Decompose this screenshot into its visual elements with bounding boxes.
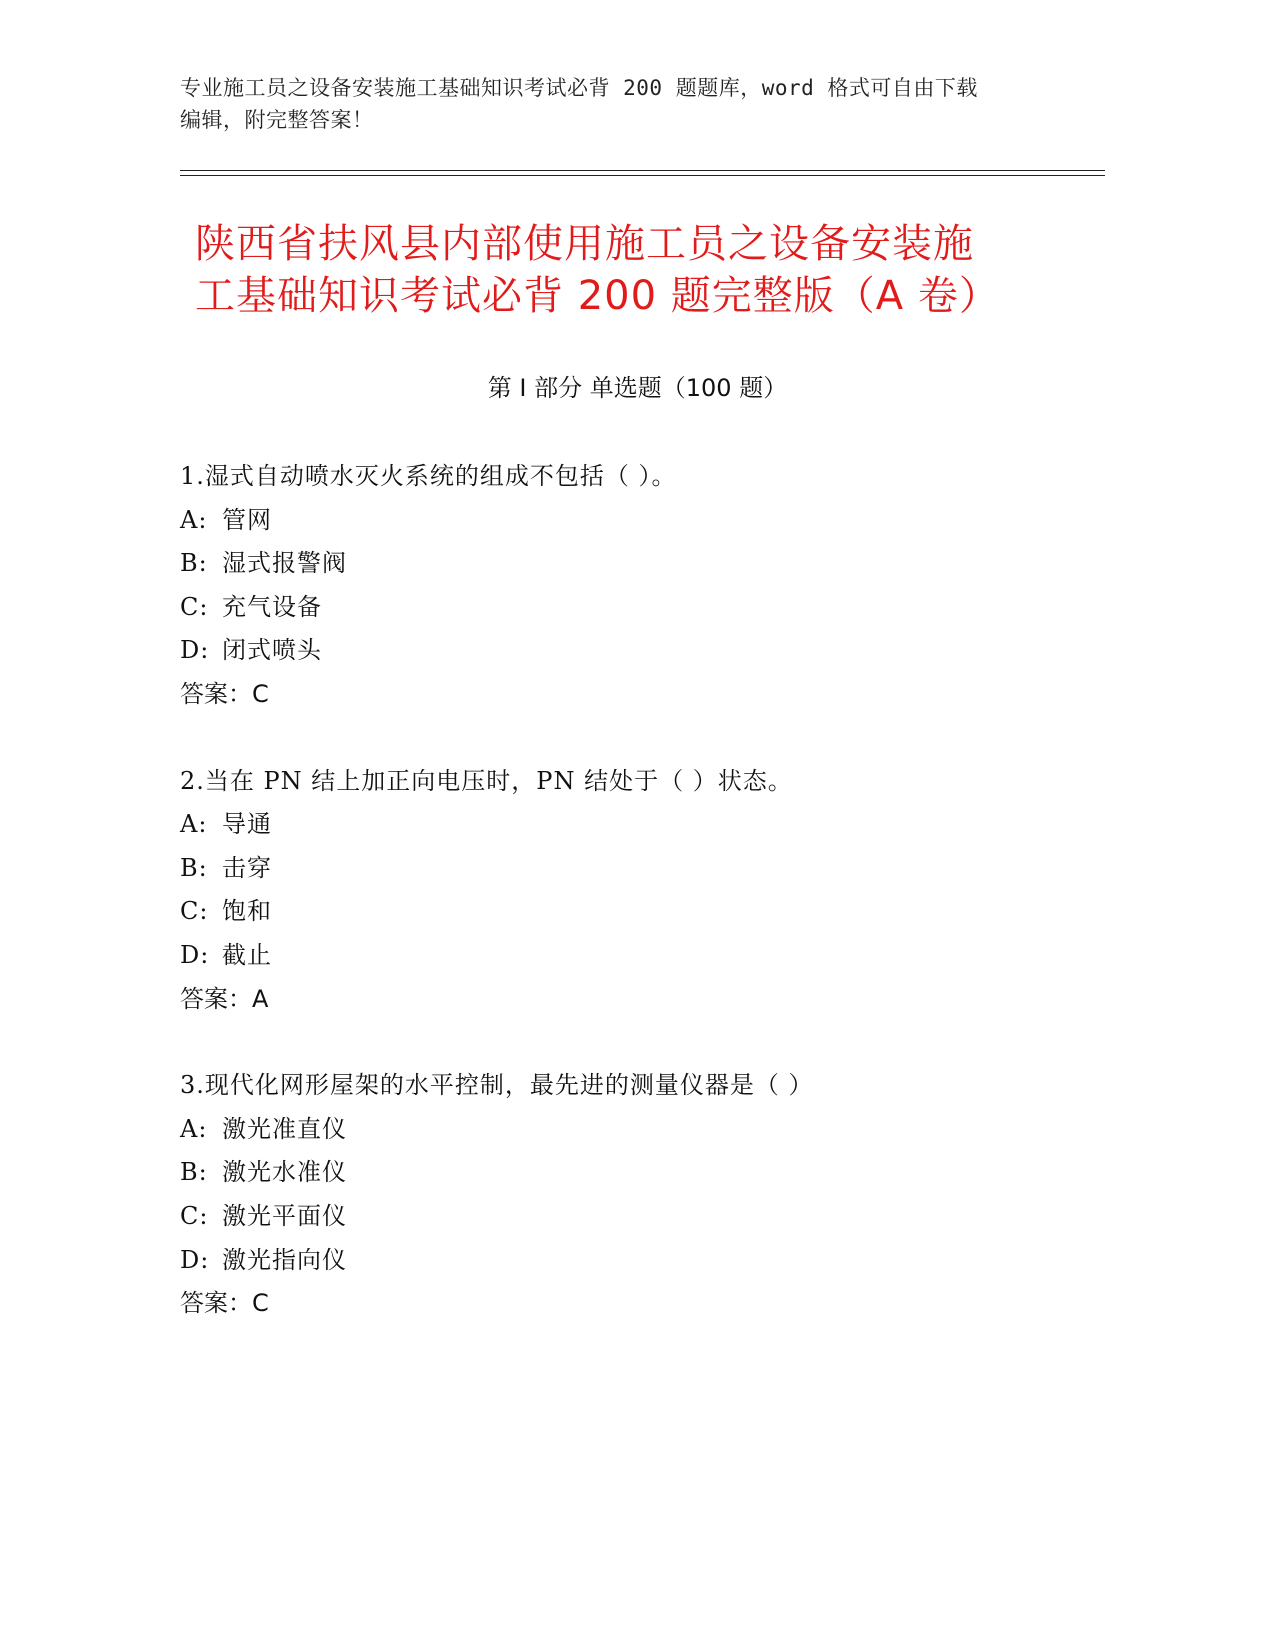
section-title: 第 I 部分 单选题（100 题） [487, 374, 788, 402]
question-item [180, 455, 1110, 717]
option-c [180, 1195, 1110, 1239]
option-letter: B: [180, 1158, 208, 1187]
option-letter: C: [180, 592, 209, 621]
option-letter: D: [180, 636, 210, 665]
option-text: 闭式喷头 [222, 636, 322, 665]
option-a [180, 803, 1110, 847]
option-letter: D: [180, 940, 210, 969]
option-letter: B: [180, 853, 208, 882]
option-d [180, 934, 1110, 978]
option-a [180, 1108, 1110, 1152]
question-stem: 1.湿式自动喷水灭火系统的组成不包括（ ）。 [180, 462, 677, 490]
option-d [180, 1239, 1110, 1283]
option-text: 管网 [222, 505, 272, 534]
header-note-line2: 编辑，附完整答案！ [180, 108, 374, 132]
option-text: 导通 [222, 810, 272, 839]
option-letter: D: [180, 1245, 210, 1274]
option-letter: C: [180, 1201, 209, 1230]
answer-line: 答案：C [180, 679, 269, 708]
question-stem: 2.当在 PN 结上加正向电压时，PN 结处于（ ）状态。 [180, 766, 793, 795]
question-stem: 3.现代化网形屋架的水平控制，最先进的测量仪器是（ ） [180, 1071, 814, 1100]
option-letter: C: [180, 897, 209, 926]
header-divider-top [180, 170, 1105, 171]
option-text: 湿式报警阀 [222, 549, 347, 578]
option-c [180, 586, 1110, 630]
option-b [180, 1151, 1110, 1195]
option-text: 截止 [222, 940, 272, 969]
option-d [180, 629, 1110, 673]
document-title [195, 218, 1075, 322]
option-b [180, 542, 1110, 586]
option-text: 充气设备 [222, 592, 322, 621]
document-title-line1: 陕西省扶风县内部使用施工员之设备安装施 [195, 221, 974, 267]
option-text: 激光准直仪 [222, 1114, 347, 1143]
question-list [180, 455, 1110, 1369]
header-divider-bottom [180, 175, 1105, 176]
header-note [180, 72, 1060, 136]
option-letter: A: [180, 810, 208, 839]
header-note-line1: 专业施工员之设备安装施工基础知识考试必背 200 题题库，word 格式可自由下载 [180, 76, 978, 100]
option-text: 激光水准仪 [222, 1158, 347, 1187]
option-b [180, 847, 1110, 891]
option-letter: A: [180, 505, 208, 534]
option-c [180, 890, 1110, 934]
option-letter: A: [180, 1114, 208, 1143]
option-letter: B: [180, 549, 208, 578]
option-text: 激光平面仪 [222, 1201, 347, 1230]
option-a [180, 499, 1110, 543]
option-text: 激光指向仪 [222, 1245, 347, 1274]
question-item [180, 1064, 1110, 1326]
answer-line: 答案：A [180, 984, 269, 1013]
answer-line: 答案：C [180, 1289, 269, 1318]
option-text: 饱和 [222, 897, 272, 926]
option-text: 击穿 [222, 853, 272, 882]
document-title-line2: 工基础知识考试必背 200 题完整版（A 卷） [195, 273, 1000, 319]
question-item [180, 760, 1110, 1022]
